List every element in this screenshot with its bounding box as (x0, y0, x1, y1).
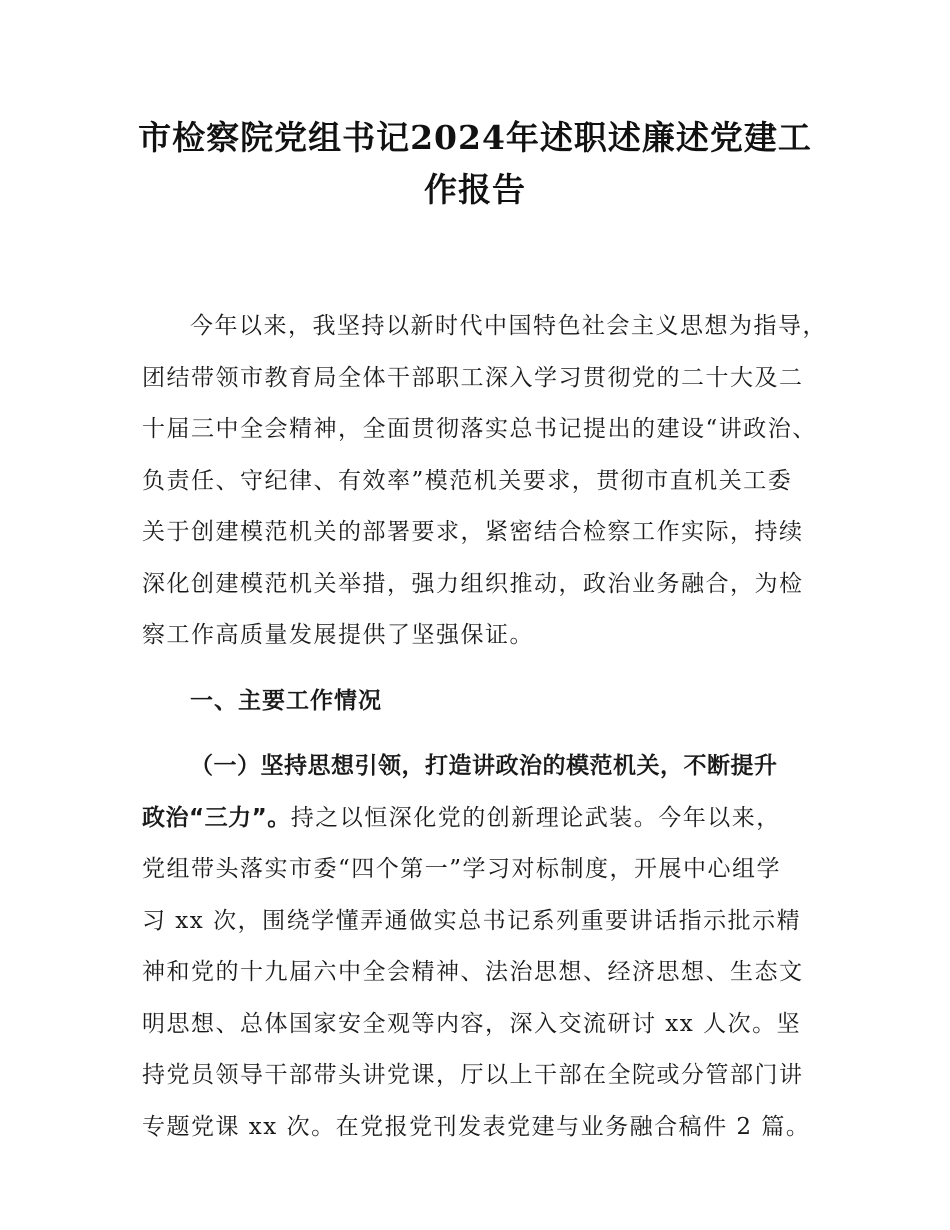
subsection-line: 习 xx 次，围绕学懂弄通做实总书记系列重要讲话指示批示精 (142, 907, 802, 934)
title-line-1: 市检察院党组书记2024年述职述廉述党建工 (138, 118, 812, 157)
intro-paragraph (142, 301, 832, 662)
subsection-line: 神和党的十九届六中全会精神、法治思想、经济思想、生态文 (142, 959, 804, 985)
subsection-heading-line: （一）坚持思想引领，打造讲政治的模范机关，不断提升 (190, 753, 778, 779)
intro-line: 关于创建模范机关的部署要求，紧密结合检察工作实际，持续 (142, 519, 804, 545)
subsection-line: 专题党课 xx 次。在党报党刊发表党建与业务融合稿件 2 篇。 (142, 1113, 811, 1140)
title-line-2: 作报告 (424, 170, 526, 209)
document-title (120, 112, 830, 216)
intro-line: 深化创建模范机关举措，强力组织推动，政治业务融合，为检 (142, 570, 804, 597)
subsection-heading-tail: 政治“三力”。 (142, 804, 291, 831)
subsection-line (142, 793, 832, 845)
paragraph-gap (142, 727, 832, 741)
subsection-text: 持之以恒深化党的创新理论武装。今年以来， (290, 804, 781, 831)
intro-line: 团结带领市教育局全体干部职工深入学习贯彻党的二十大及二 (142, 364, 804, 391)
section-heading: 一、主要工作情况 (190, 687, 382, 714)
subsection-line: 党组带头落实市委“四个第一”学习对标制度，开展中心组学 (142, 856, 782, 882)
intro-line: 十届三中全会精神，全面贯彻落实总书记提出的建设“讲政治、 (142, 416, 817, 442)
intro-line: 今年以来，我坚持以新时代中国特色社会主义思想为指导， (190, 313, 827, 339)
subsection-paragraph (142, 741, 832, 1153)
intro-line: 察工作高质量发展提供了坚强保证。 (142, 622, 534, 648)
intro-line: 负责任、守纪律、有效率”模范机关要求，贯彻市直机关工委 (142, 467, 793, 494)
document-body (142, 301, 832, 1153)
paragraph-gap (142, 662, 832, 676)
subsection-line: 持党员领导干部带头讲党课，厅以上干部在全院或分管部门讲 (142, 1062, 804, 1088)
subsection-line: 明思想、总体国家安全观等内容，深入交流研讨 xx 人次。坚 (142, 1010, 802, 1037)
